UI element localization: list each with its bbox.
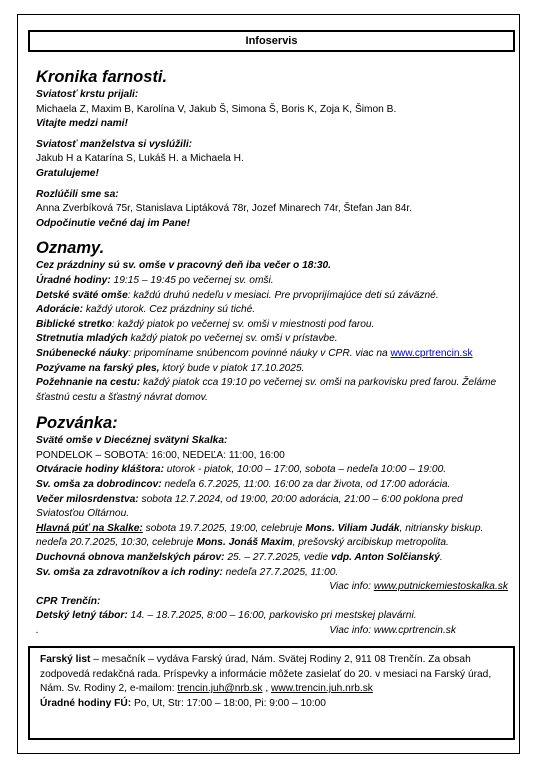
oznam-biblicke-stretko: Biblické stretko: každý piatok po večernej sv. omši v miestnosti pod farou. xyxy=(36,318,375,330)
header-title: Infoservis xyxy=(245,35,298,47)
header-box xyxy=(28,30,515,52)
cpr-dot: . xyxy=(36,625,39,636)
skalka-info: Viac info: www.putnickemiestoskalka.sk xyxy=(329,581,508,593)
hlavna-put: Hlavná púť na Skalke: sobota 19.7.2025, 19:00, celebruje Mons. Viliam Judák, nitriansky biskup. nedeľa 20.7.2025, 10:30, celebruje Mons. Jonáš Maxim, prešovský arcibiskup metropolita. xyxy=(36,522,484,549)
skalka-label: Sväté omše v Diecéznej svätyni Skalka: xyxy=(36,435,228,447)
cpr-info-line xyxy=(36,624,508,639)
rozlucili-names: Anna Zverbíková 75r, Stanislava Liptáková 78r, Jozef Minarech 74r, Štefan Jan 84r. xyxy=(36,203,413,215)
rozlucili-wish: Odpočinutie večné daj im Pane! xyxy=(36,217,190,229)
manzelstvo-wish: Gratulujeme! xyxy=(36,167,99,179)
oznam-pozehnanie: Požehnanie na cestu: každý piatok cca 19:10 po večernej sv. omši na parkovisku pred farou. Želáme šťastnú cestu a šťastný návrat domov. xyxy=(36,377,497,403)
oznam-detske-omse: Detské sväté omše: každú druhú nedeľu v mesiaci. Pre prvoprijímajúce deti sú záväzné. xyxy=(36,289,439,301)
cpr-info: Viac info: www.cprtrencin.sk xyxy=(329,625,456,636)
cpr-link[interactable]: www.cprtrencin.sk xyxy=(390,347,473,359)
manzelstvo-label: Sviatosť manželstva si vyslúžili: xyxy=(36,138,193,150)
footer-box xyxy=(28,646,515,740)
oznam-snubenecke-nauky: Snúbenecké náuky: pripomíname snúbencom povinné náuky v CPR. viac na www.cprtrencin.sk xyxy=(36,347,473,359)
manzelstvo-names: Jakub H a Katarína S, Lukáš H. a Michaela H. xyxy=(36,153,244,165)
cpr-label: CPR Trenčín: xyxy=(36,595,101,607)
krst-wish: Vitajte medzi nami! xyxy=(36,118,128,130)
bulletin-content xyxy=(36,68,508,639)
oznam-prazdniny: Cez prázdniny sú sv. omše v pracovný deň iba večer o 18:30. xyxy=(36,260,331,272)
footer-web-link[interactable]: www.trencin.juh.nrb.sk xyxy=(270,683,373,695)
rozlucili-label: Rozlúčili sme sa: xyxy=(36,188,119,200)
footer-text: Farský list – mesačník – vydáva Farský úrad, Nám. Svätej Rodiny 2, 911 08 Trenčín. Za obsah zodpovedá redakčná rada. Príspevky a informácie môžete zasielať do 20. v mesiaci na Farský úrad, Nám. Sv. Rodiny 2, e-mailom: trencin.juh@nrb.sk , www.trencin.juh.nrb.sk xyxy=(40,654,492,695)
krst-names: Michaela Z, Maxim B, Karolína V, Jakub Š, Simona Š, Boris K, Zoja K, Šimon B. xyxy=(36,103,397,115)
oznam-stretnutia-mladych: Stretnutia mladých každý piatok po večernej sv. omši v prístavbe. xyxy=(36,333,338,345)
omsa-dobrodinci: Sv. omša za dobrodincov: nedeľa 6.7.2025, 11:00. 16:00 za dar života, od 17:00 adorácia. xyxy=(36,479,451,491)
pozvanka-heading: Pozvánka: xyxy=(36,414,118,433)
oznam-uradne-hodiny: Úradné hodiny: 19:15 – 19:45 po večernej sv. omši. xyxy=(36,274,274,286)
skalka-link[interactable]: www.putnickemiestoskalka.sk xyxy=(373,581,508,593)
oznam-farsky-ples: Pozývame na farský ples, ktorý bude v piatok 17.10.2025. xyxy=(36,362,305,374)
letny-tabor: Detský letný tábor: 14. – 18.7.2025, 8:00 – 16:00, parkovisko pri mestskej plavárni. xyxy=(36,610,417,622)
oznamy-heading: Oznamy. xyxy=(36,239,105,258)
omsa-zdravotnici: Sv. omša za zdravotníkov a ich rodiny: nedeľa 27.7.2025, 11:00. xyxy=(36,566,339,578)
krst-label: Sviatosť krstu prijali: xyxy=(36,89,139,100)
footer-hours: Úradné hodiny FÚ: Po, Ut, Str: 17:00 – 18:00, Pi: 9:00 – 10:00 xyxy=(40,697,326,709)
kronika-heading: Kronika farnosti. xyxy=(36,68,168,86)
footer-email-link[interactable]: trencin.juh@nrb.sk xyxy=(177,683,263,695)
skalka-times: PONDELOK – SOBOTA: 16:00, NEDEĽA: 11:00, 16:00 xyxy=(36,449,285,461)
duchovna-obnova: Duchovná obnova manželských párov: 25. – 27.7.2025, vedie vdp. Anton Solčianský. xyxy=(36,552,443,564)
oznam-adoracie: Adorácie: každý utorok. Cez prázdniny sú tiché. xyxy=(36,304,256,316)
klastor-hours: Otváracie hodiny kláštora: utorok - piatok, 10:00 – 17:00, sobota – nedeľa 10:00 – 19:00. xyxy=(36,464,447,476)
vecer-milosrdenstva: Večer milosrdenstva: sobota 12.7.2024, od 19:00, 20:00 adorácia, 21:00 – 6:00 poklona pred Sviatosťou Oltárnou. xyxy=(36,493,463,520)
